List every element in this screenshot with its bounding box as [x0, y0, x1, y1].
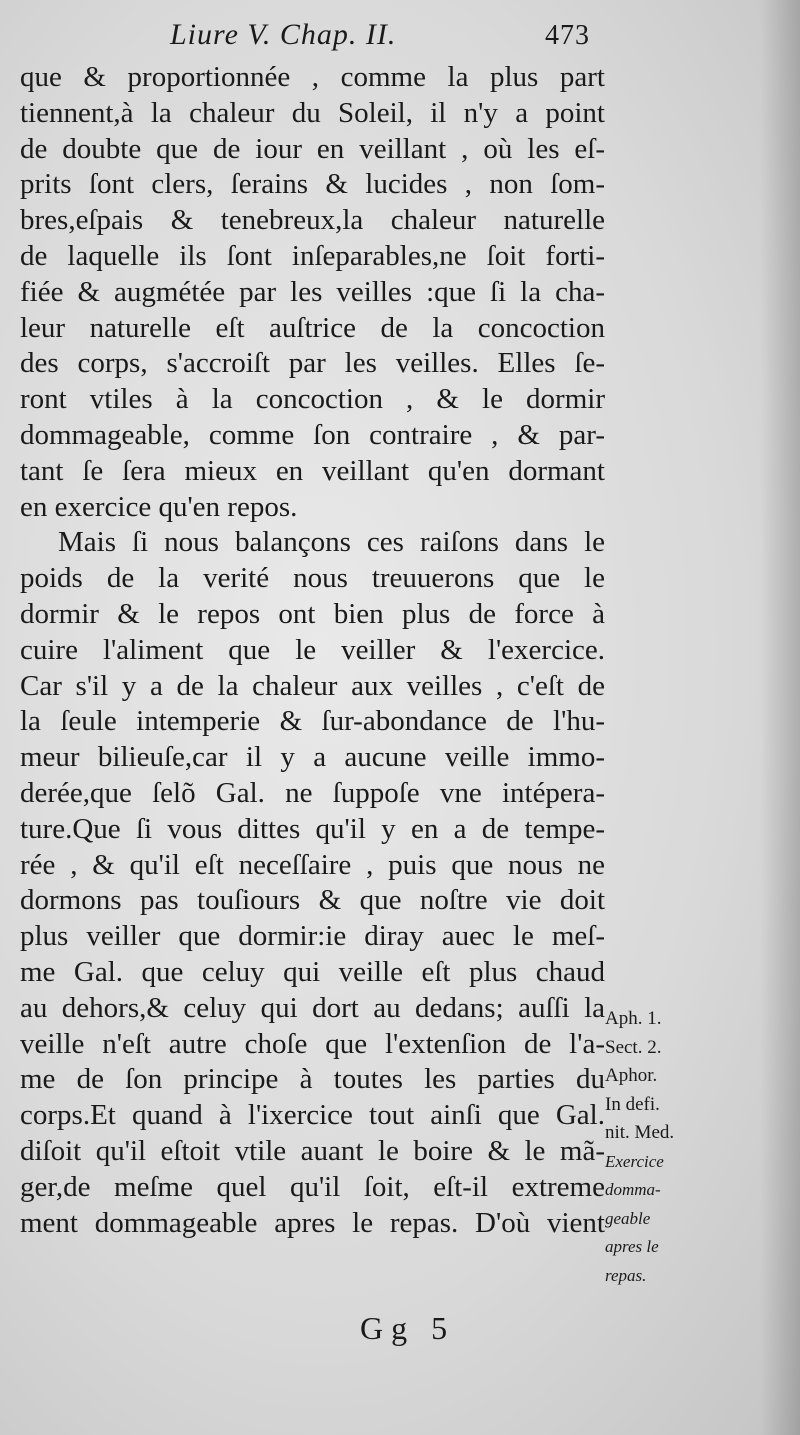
text-line: bres,eſpais & tenebreux,la chaleur naturelle — [20, 204, 605, 237]
text-line: dormons pas touſiours & que noſtre vie doit — [20, 884, 605, 917]
main-text — [20, 60, 605, 1241]
text-line: poids de la verité nous treuuerons que le — [20, 562, 605, 595]
text-line: dommageable, comme ſon contraire , & par- — [20, 418, 605, 451]
text-line: meur bilieuſe,car il y a aucune veille immo- — [20, 741, 605, 774]
text-line: de doubte que de iour en veillant , où les eſ- — [20, 132, 605, 165]
margin-note: nit. Med. — [605, 1122, 675, 1143]
text-line: derée,que ſelõ Gal. ne ſuppoſe vne intépera- — [20, 776, 605, 809]
margin-note: Aphor. — [605, 1065, 658, 1086]
margin-note: Exercice — [605, 1151, 664, 1171]
signature-mark: Gg 5 — [360, 1310, 456, 1346]
text-line: ture.Que ſi vous dittes qu'il y en a de tempe- — [20, 812, 605, 845]
page-number: 473 — [545, 20, 590, 51]
text-line: diſoit qu'il eſtoit vtile auant le boire & le mã- — [20, 1134, 605, 1167]
margin-note: In defi. — [605, 1093, 660, 1115]
text-line: ment dommageable apres le repas. D'où vient — [20, 1206, 605, 1239]
text-line: me de ſon principe à toutes les parties du — [20, 1063, 605, 1096]
text-line: leur naturelle eſt auſtrice de la concoction — [20, 311, 605, 344]
text-line: plus veiller que dormir:ie diray auec le meſ- — [20, 920, 605, 953]
marginal-notes — [605, 1005, 795, 1290]
margin-note: geable — [605, 1208, 651, 1228]
text-line: corps.Et quand à l'ixercice tout ainſi que Gal. — [20, 1099, 605, 1132]
text-line: cuire l'aliment que le veiller & l'exercice. — [20, 633, 605, 666]
text-line: tant ſe ſera mieux en veillant qu'en dormant — [20, 454, 605, 487]
text-line: la ſeule intemperie & ſur-abondance de l'hu- — [20, 705, 605, 738]
margin-note: apres le — [605, 1237, 659, 1256]
text-line: ront vtiles à la concoction , & le dormir — [20, 383, 605, 416]
margin-note: domma- — [605, 1180, 661, 1199]
text-line: rée , & qu'il eſt neceſſaire , puis que nous ne — [20, 848, 605, 881]
text-line: de laquelle ils ſont inſeparables,ne ſoit forti- — [20, 239, 605, 272]
text-line: prits ſont clers, ſerains & lucides , non ſom- — [20, 168, 605, 201]
margin-note: Sect. 2. — [605, 1036, 662, 1058]
text-line: en exercice qu'en repos. — [20, 490, 298, 523]
text-line: au dehors,& celuy qui dort au dedans; auſſi la — [20, 991, 605, 1024]
text-line: dormir & le repos ont bien plus de force à — [20, 597, 605, 630]
text-line: Mais ſi nous balançons ces raiſons dans le — [58, 526, 605, 559]
text-line: ger,de meſme quel qu'il ſoit, eſt-il extreme — [20, 1170, 605, 1203]
text-line: que & proportionnée , comme la plus part — [20, 61, 605, 93]
text-line: tiennent,à la chaleur du Soleil, il n'y a point — [20, 96, 605, 129]
text-line: me Gal. que celuy qui veille eſt plus chaud — [20, 955, 605, 988]
margin-note: repas. — [605, 1265, 647, 1285]
margin-note: Aph. 1. — [605, 1008, 662, 1029]
text-line: des corps, s'accroiſt par les veilles. Elles ſe- — [20, 347, 605, 380]
text-line: veille n'eſt autre choſe que l'extenſion de l'a- — [20, 1027, 605, 1060]
running-header — [170, 12, 590, 58]
running-title: Liure V. Chap. II. — [170, 18, 397, 51]
text-line: fiée & augmétée par les veilles :que ſi la cha- — [20, 275, 605, 308]
text-line: Car s'il y a de la chaleur aux veilles , c'eſt de — [20, 669, 605, 702]
